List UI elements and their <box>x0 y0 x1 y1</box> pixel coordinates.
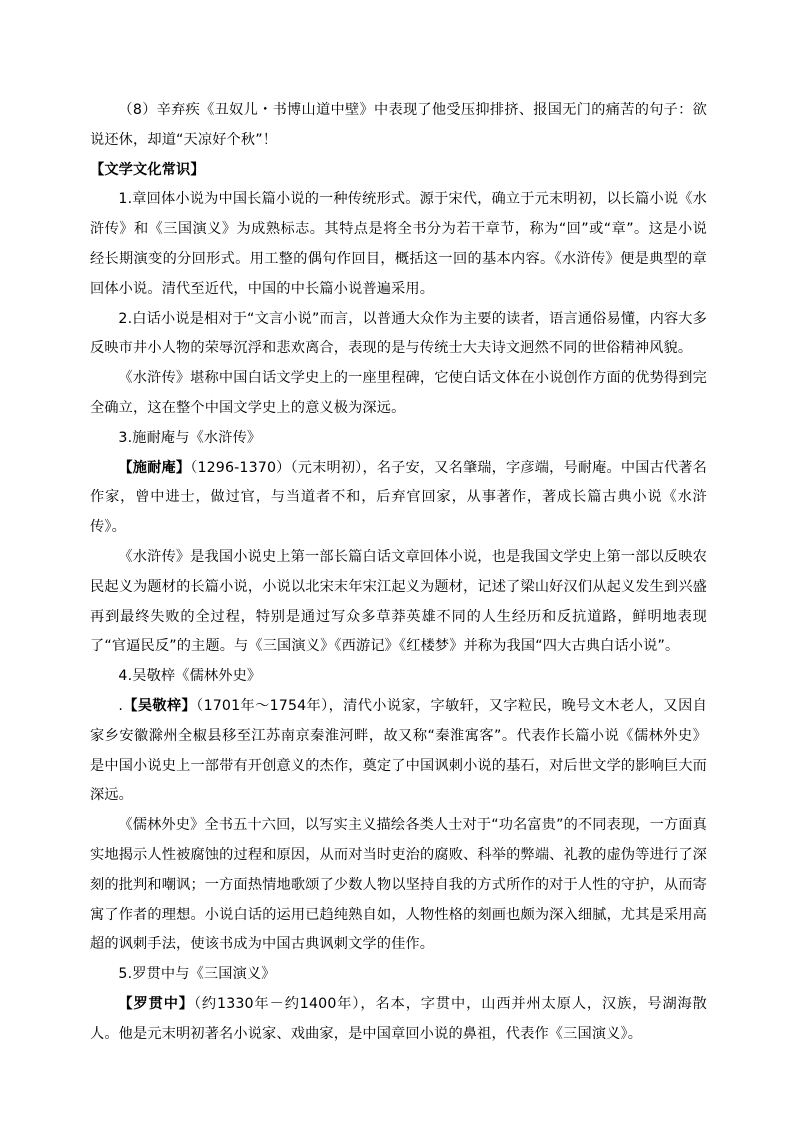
section-heading-literary-knowledge: 【文学文化常识】 <box>90 161 205 178</box>
paragraph-water-margin-content: 《水浒传》是我国小说史上第一部长篇白话文章回体小说，也是我国文学史上第一部以反映农民起义为题材的长篇小说，小说以北宋末年宋江起义为题材，记述了梁山好汉们从起义发生到兴盛再到最终失败的全过程，特别是通过写众多草莽英雄不同的人生经历和反抗道路，鲜明地表现了“官逼民反”的主题。与《三国演义》《西游记》《红楼梦》并称为我国“四大古典白话小说”。 <box>90 548 707 655</box>
paragraph-shi-naian-bio <box>90 454 707 543</box>
paragraph-wu-jingzi-bio <box>90 692 707 811</box>
paragraph-quote-xin-qiji: （8）辛弃疾《丑奴儿・书博山道中壁》中表现了他受压抑排挤、报国无门的痛苦的句子：欲说还休，却道“天凉好个秋”！ <box>90 102 707 148</box>
subheading-shi-naian: 3.施耐庵与《水浒传》 <box>118 429 262 446</box>
subheading-wu-jingzi: 4.吴敬梓《儒林外史》 <box>118 668 262 685</box>
subheading-luo-guanzhong: 5.罗贯中与《三国演义》 <box>118 966 276 983</box>
paragraph-luo-guanzhong-bio <box>90 990 707 1050</box>
luo-guanzhong-bio-text: （约1330年－约1400年），名本，字贯中，山西并州太原人，汉族，号湖海散人。他是元末明初著名小说家、戏曲家，是中国章回小说的鼻祖，代表作《三国演义》。 <box>90 995 707 1042</box>
term-wu-jingzi: 【吴敬梓】 <box>123 697 197 714</box>
document-body <box>90 96 707 1050</box>
paragraph-scholars-content: 《儒林外史》全书五十六回，以写实主义描绘各类人士对于“功名富贵”的不同表现，一方面真实地揭示人性被腐蚀的过程和原因，从而对当时吏治的腐败、科举的弊端、礼教的虚伪等进行了深刻的批判和嘲讽；一方面热情地歌颂了少数人物以坚持自我的方式所作的对于人性的守护，从而寄寓了作者的理想。小说白话的运用已趋纯熟自如，人物性格的刻画也颇为深入细腻，尤其是采用高超的讽刺手法，使该书成为中国古典讽刺文学的佳作。 <box>90 817 707 953</box>
wu-jingzi-bio-text: （1701年～1754年），清代小说家，字敏轩，又字粒民，晚号文木老人，又因自家乡安徽滁州全椒县移至江苏南京秦淮河畔，故又称“秦淮寓客”。代表作长篇小说《儒林外史》是中国小说史上一部带有开创意义的杰作，奠定了中国讽刺小说的基石，对后世文学的影响巨大而深远。 <box>90 697 707 804</box>
shi-naian-bio-text: （1296-1370）（元末明初），名子安，又名肇瑞，字彦端，号耐庵。中国古代著名作家，曾中进士，做过官，与当道者不和，后弃官回家，从事著作，著成长篇古典小说《水浒传》。 <box>90 459 707 536</box>
paragraph-water-margin-significance: 《水浒传》堪称中国白话文学史上的一座里程碑，它使白话文体在小说创作方面的优势得到完全确立，这在整个中国文学史上的意义极为深远。 <box>90 370 707 416</box>
paragraph-zhanghui-novel: 1.章回体小说为中国长篇小说的一种传统形式。源于宋代，确立于元末明初，以长篇小说《水浒传》和《三国演义》为成熟标志。其特点是将全书分为若干章节，称为“回”或“章”。这是小说经长期演变的分回形式。用工整的偶句作回目，概括这一回的基本内容。《水浒传》便是典型的章回体小说。清代至近代，中国的中长篇小说普遍采用。 <box>90 191 707 297</box>
term-luo-guanzhong: 【罗贯中】 <box>118 995 194 1012</box>
term-shi-naian: 【施耐庵】 <box>118 459 191 476</box>
stray-period: . <box>118 697 124 714</box>
paragraph-vernacular-novel: 2.白话小说是相对于“文言小说”而言，以普通大众作为主要的读者，语言通俗易懂，内容大多反映市井小人物的荣辱沉浮和悲欢离合，表现的是与传统士大夫诗文迥然不同的世俗精神风貌。 <box>90 310 707 357</box>
